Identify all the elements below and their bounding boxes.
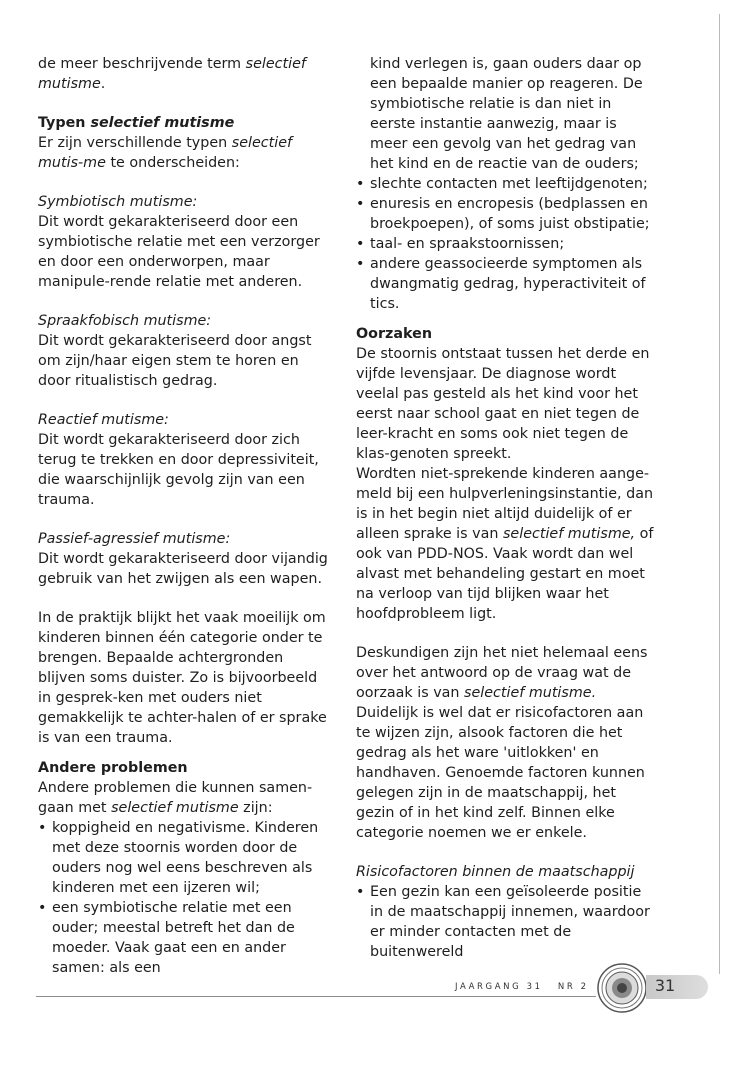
passief-text: Dit wordt gekarakteriseerd door vijandig gebruik van het zwijgen als een wapen. <box>38 551 328 587</box>
page-number-tab <box>646 975 708 999</box>
page-edge-rule <box>719 14 720 974</box>
deskundigen-paragraph <box>356 643 656 843</box>
symbiotisch-title <box>38 192 334 212</box>
journal-seal-icon <box>596 962 648 1014</box>
intro-emphasis: selectief mutisme <box>38 56 306 92</box>
oorzaken-paragraph-1: De stoornis ontstaat tussen het derde en vijfde levensjaar. De diagnose wordt veelal pas gesteld als het kind voor het eerst naar school gaat en niet tegen de leer-kracht en soms ook niet tegen de klas-genoten spreekt. <box>356 346 650 462</box>
oorzaken-text-end: of ook van PDD-NOS. Vaak wordt dan wel alvast met behandeling gestart en moet na verloop van tijd blijken waar het hoofdprobleem ligt. <box>356 526 654 622</box>
intro-text: de meer beschrijvende term <box>38 56 246 72</box>
footer-issue-number: NR 2 <box>557 982 589 992</box>
andere-emphasis: selectief mutisme <box>111 800 239 816</box>
intro-paragraph <box>38 54 334 94</box>
spraakfobisch-title <box>38 311 334 331</box>
passief-title <box>38 529 334 549</box>
heading-typen-text: Typen <box>38 115 91 131</box>
list-item: • enuresis en encropesis (bedplassen en broekpoepen), of soms juist obstipatie; <box>356 194 656 234</box>
heading-andere-problemen: Andere problemen <box>38 760 188 776</box>
deskundigen-emphasis: selectief mutisme. <box>464 685 597 701</box>
typen-text-end: te onderscheiden: <box>105 155 240 171</box>
heading-typen <box>38 113 334 133</box>
andere-text: Andere problemen die kunnen samen-gaan met <box>38 780 313 816</box>
symbiotisch-text: Dit wordt gekarakteriseerd door een symbiotische relatie met een verzorger en door een onderworpen, maar manipule-rende relatie met anderen. <box>38 214 320 290</box>
andere-list <box>38 818 334 978</box>
footer-volume: JAARGANG 31 <box>455 982 543 992</box>
list-item: • slechte contacten met leeftijdgenoten; <box>356 174 656 194</box>
risico-list <box>356 882 656 962</box>
heading-typen-emphasis: selectief mutisme <box>90 115 235 131</box>
right-column <box>356 54 656 962</box>
reactief-title-text: Reactief mutisme: <box>38 412 169 428</box>
left-column <box>38 54 334 978</box>
symptom-list <box>356 174 656 314</box>
oorzaken-text: Wordten niet-sprekende kinderen aange-meld bij een hulpverleningsinstantie, dan is in het begin niet altijd duidelijk of er alleen sprake is van <box>356 466 654 542</box>
intro-end: . <box>100 76 106 92</box>
symbiotisch-title-text: Symbiotisch mutisme: <box>38 194 198 210</box>
spraakfobisch-title-text: Spraakfobisch mutisme: <box>38 313 212 329</box>
reactief-title <box>38 410 334 430</box>
passief-title-text: Passief-agressief mutisme: <box>38 531 231 547</box>
list-item: • andere geassocieerde symptomen als dwangmatig gedrag, hyperactiviteit of tics. <box>356 254 656 314</box>
risico-title-text: Risicofactoren binnen de maatschappij <box>356 864 635 880</box>
list-item: • een symbiotische relatie met een ouder; meestal betreft het dan de moeder. Vaak gaat een en ander samen: als een <box>38 898 334 978</box>
oorzaken-paragraph-2 <box>356 464 656 624</box>
footer-rule <box>36 996 596 997</box>
continued-bullet-text: kind verlegen is, gaan ouders daar op een bepaalde manier op reageren. De symbiotische relatie is dan niet in eerste instantie aanwezig, maar is meer een gevolg van het gedrag van het kind en de reactie van de ouders; <box>370 56 643 172</box>
list-item: • koppigheid en negativisme. Kinderen met deze stoornis worden door de ouders nog wel eens beschreven als kinderen met een ijzeren wil; <box>38 818 334 898</box>
andere-paragraph <box>38 778 334 818</box>
heading-oorzaken: Oorzaken <box>356 326 432 342</box>
deskundigen-text: Deskundigen zijn het niet helemaal eens over het antwoord op de vraag wat de oorzaak is van <box>356 645 648 701</box>
typen-text: Er zijn verschillende typen <box>38 135 232 151</box>
praktijk-paragraph: In de praktijk blijkt het vaak moeilijk om kinderen binnen één categorie onder te brengen. Bepaalde achtergronden blijven soms duister. Zo is bijvoorbeeld in gesprek-ken met ouders niet gemakkelijk te achter-halen of er sprake is van een trauma. <box>38 610 327 746</box>
footer-issue-info <box>455 982 589 992</box>
typen-emphasis: selectief mutis-me <box>38 135 293 171</box>
page-number: 31 <box>654 976 676 995</box>
risico-title <box>356 862 656 882</box>
spraakfobisch-text: Dit wordt gekarakteriseerd door angst om zijn/haar eigen stem te horen en door ritualistisch gedrag. <box>38 333 312 389</box>
list-item: • taal- en spraakstoornissen; <box>356 234 656 254</box>
typen-paragraph <box>38 133 334 173</box>
deskundigen-text-end: Duidelijk is wel dat er risicofactoren aan te wijzen zijn, alsook factoren die het gedrag als het ware 'uitlokken' en handhaven. Genoemde factoren kunnen gelegen zijn in de maatschappij, het gezin of in het kind zelf. Binnen elke categorie noemen we er enkele. <box>356 705 645 841</box>
andere-text-end: zijn: <box>238 800 273 816</box>
oorzaken-emphasis: selectief mutisme, <box>502 526 636 542</box>
list-item: • Een gezin kan een geïsoleerde positie in de maatschappij innemen, waardoor er minder contacten met de buitenwereld <box>356 882 656 962</box>
reactief-text: Dit wordt gekarakteriseerd door zich terug te trekken en door depressiviteit, die waarschijnlijk gevolg zijn van een trauma. <box>38 432 319 508</box>
